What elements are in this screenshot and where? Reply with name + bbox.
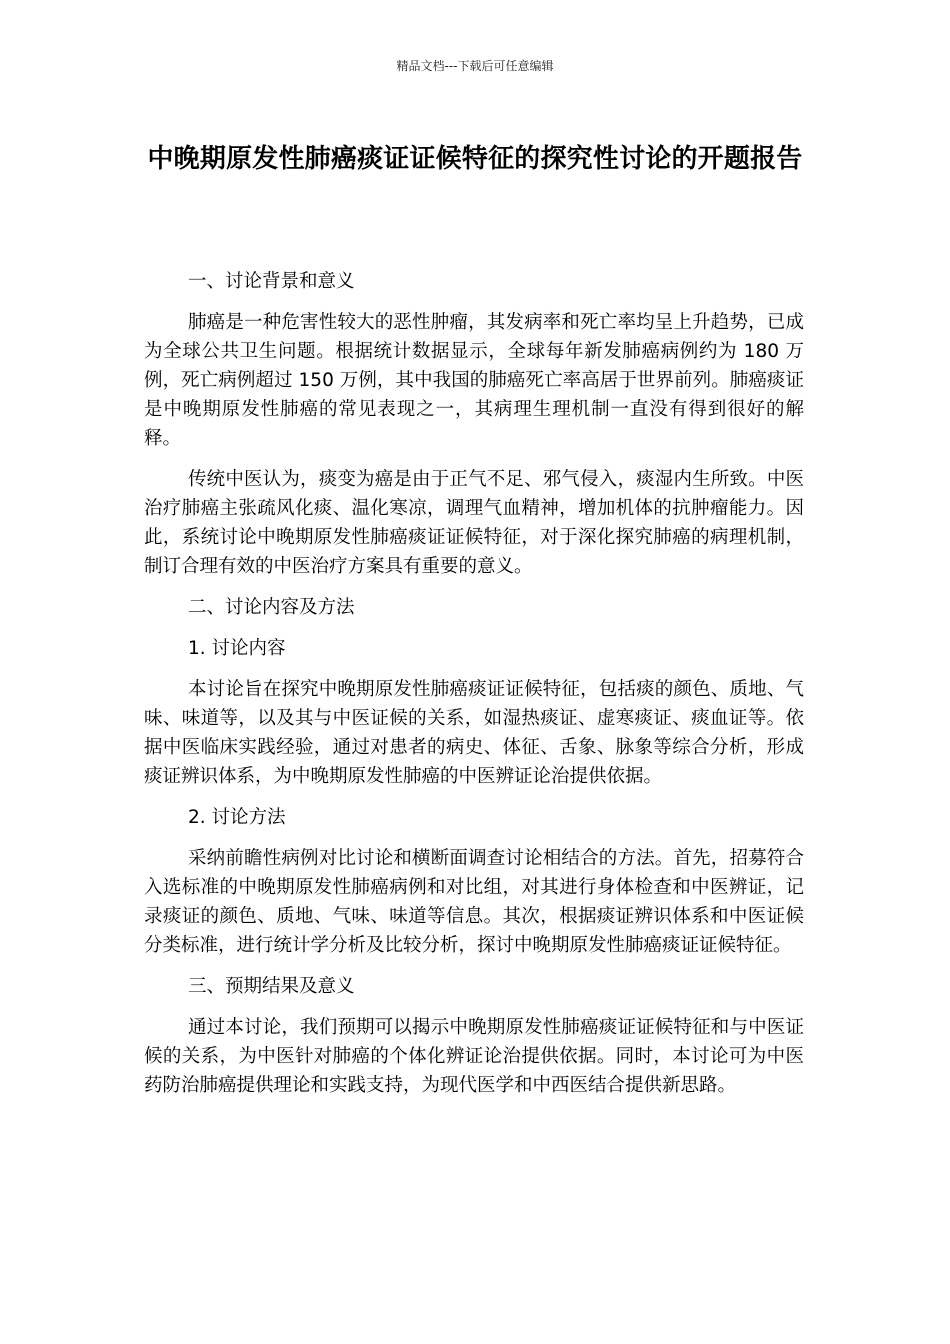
paragraph-expected-results: 通过本讨论，我们预期可以揭示中晚期原发性肺癌痰证证候特征和与中医证候的关系，为中医针对肺癌的个体化辨证论治提供依据。同时，本讨论可为中医药防治肺癌提供理论和实践支持，为现代医学和中西医结合提供新思路。 (144, 1017, 804, 1096)
paragraph-background-1: 肺癌是一种危害性较大的恶性肿瘤，其发病率和死亡率均呈上升趋势，已成为全球公共卫生问题。根据统计数据显示，全球每年新发肺癌病例约为 180 万例，死亡病例超过 150 万例，其中我国的肺癌死亡率高居于世界前列。肺癌痰证是中晚期原发性肺癌的常见表现之一，其病理生理机制一直没有得到很好的解释。 (144, 312, 804, 449)
paragraph-method: 采纳前瞻性病例对比讨论和横断面调查讨论相结合的方法。首先，招募符合入选标准的中晚期原发性肺癌病例和对比组，对其进行身体检查和中医辨证，记录痰证的颜色、质地、气味、味道等信息。其次，根据痰证辨识体系和中医证候分类标准，进行统计学分析及比较分析，探讨中晚期原发性肺癌痰证证候特征。 (144, 848, 804, 956)
paragraph-background-2: 传统中医认为，痰变为癌是由于正气不足、邪气侵入，痰湿内生所致。中医治疗肺癌主张疏风化痰、温化寒凉，调理气血精神，增加机体的抗肿瘤能力。因此，系统讨论中晚期原发性肺癌痰证证候特征，对于深化探究肺癌的病理机制，制订合理有效的中医治疗方案具有重要的意义。 (144, 469, 804, 577)
section-heading-background: 一、讨论背景和意义 (188, 271, 355, 292)
section-heading-content-method: 二、讨论内容及方法 (188, 597, 355, 618)
document-title: 中晚期原发性肺癌痰证证候特征的探究性讨论的开题报告 (147, 144, 803, 174)
section-heading-expected-results: 三、预期结果及意义 (188, 976, 355, 997)
document-body (144, 267, 804, 1112)
paragraph-content: 本讨论旨在探究中晚期原发性肺癌痰证证候特征，包括痰的颜色、质地、气味、味道等，以及其与中医证候的关系，如湿热痰证、虚寒痰证、痰血证等。依据中医临床实践经验，通过对患者的病史、体征、舌象、脉象等综合分析，形成痰证辨识体系，为中晚期原发性肺癌的中医辨证论治提供依据。 (144, 679, 804, 787)
header-note: 精品文档---下载后可任意编辑 (396, 59, 554, 73)
subheading-method: 2. 讨论方法 (188, 807, 286, 828)
subheading-content: 1. 讨论内容 (188, 638, 286, 659)
